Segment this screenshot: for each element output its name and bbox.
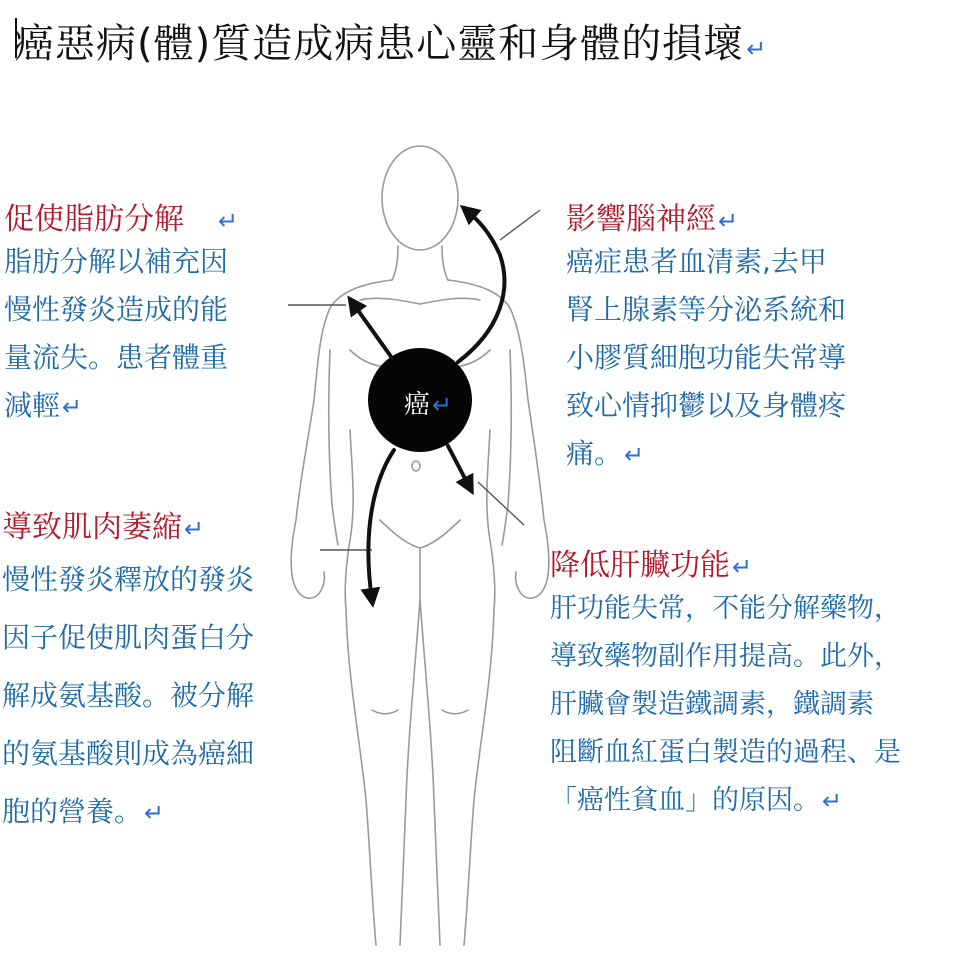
brain-line: 致心情抑鬱以及身體疼: [566, 389, 847, 422]
fat-line-text: 減輕: [4, 389, 61, 422]
paragraph-mark-icon: ↵: [432, 391, 453, 419]
brain-line: 癌症患者血清素,去甲: [566, 245, 827, 278]
liver-heading-text: 降低肝臟功能: [550, 548, 730, 583]
fat-description: [4, 238, 228, 431]
liver-line: 導致藥物副作用提高。此外，: [550, 641, 901, 672]
paragraph-mark-icon: ↵: [718, 207, 739, 235]
brain-line-text: 痛。: [566, 437, 623, 470]
paragraph-mark-icon: ↵: [184, 515, 205, 543]
muscle-line: [2, 783, 254, 842]
paragraph-mark-icon: ↵: [732, 553, 753, 581]
paragraph-mark-icon: ↵: [62, 393, 83, 421]
liver-line: [550, 777, 901, 825]
muscle-description: [2, 551, 254, 842]
arrow-to-fat: [352, 302, 392, 358]
liver-description: [550, 585, 901, 825]
brain-line: 小膠質細胞功能失常導: [566, 341, 847, 374]
tumor-label: [404, 384, 452, 421]
brain-description: [566, 238, 846, 479]
liver-line: 肝臟會製造鐵調素，鐵調素: [550, 689, 874, 720]
muscle-heading-text: 導致肌肉萎縮: [2, 510, 182, 545]
leader-line-brain: [500, 210, 540, 240]
muscle-line-text: 胞的營養。: [2, 795, 143, 828]
fat-heading-text: 促使脂肪分解: [4, 202, 184, 237]
paragraph-mark-icon: ↵: [144, 799, 165, 827]
liver-heading: [550, 540, 752, 584]
muscle-line: 的氨基酸則成為癌細: [2, 737, 255, 770]
muscle-line: 慢性發炎釋放的發炎: [2, 563, 255, 596]
brain-heading-text: 影響腦神經: [566, 202, 716, 237]
muscle-line: 因子促使肌肉蛋白分: [2, 621, 255, 654]
fat-heading: [4, 194, 238, 238]
page-title: [14, 12, 767, 69]
liver-line: 阻斷血紅蛋白製造的過程、是: [550, 737, 901, 768]
liver-line-text: 「癌性貧血」的原因。: [550, 785, 820, 816]
tumor-label-text: 癌: [404, 390, 431, 420]
brain-line: [566, 430, 846, 479]
fat-line: [4, 382, 228, 431]
paragraph-mark-icon: ↵: [218, 207, 239, 235]
leader-line-liver: [478, 482, 524, 525]
title-text: 癌惡病(體)質造成病患心靈和身體的損壞: [14, 21, 745, 67]
paragraph-mark-icon: ↵: [624, 441, 645, 469]
human-body-outline: [291, 146, 549, 945]
brain-heading: [566, 194, 738, 238]
muscle-line: 解成氨基酸。被分解: [2, 679, 255, 712]
arrow-to-brain: [458, 210, 504, 362]
muscle-heading: [2, 502, 204, 546]
arrow-to-liver: [448, 446, 470, 488]
liver-line: 肝功能失常，不能分解藥物，: [550, 593, 901, 624]
fat-line: 慢性發炎造成的能: [4, 293, 229, 326]
brain-line: 腎上腺素等分泌系統和: [566, 293, 847, 326]
fat-line: 量流失。患者體重: [4, 341, 229, 374]
fat-line: 脂肪分解以補充因: [4, 245, 229, 278]
paragraph-mark-icon: ↵: [746, 35, 768, 63]
paragraph-mark-icon: ↵: [822, 787, 843, 815]
arrow-to-muscle: [368, 450, 394, 600]
